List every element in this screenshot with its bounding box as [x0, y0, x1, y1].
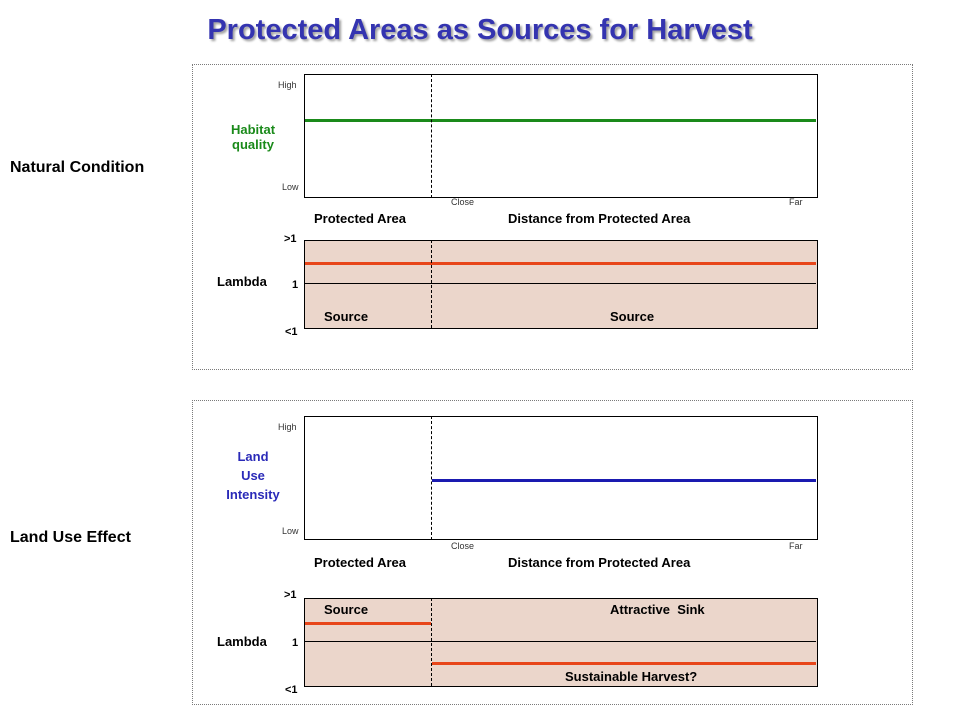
page-title: Protected Areas as Sources for Harvest: [207, 14, 753, 46]
natural-lambda-line: [305, 262, 816, 265]
natural-lambda-axis-label: Lambda: [217, 274, 267, 289]
habitat-quality-axis-label: [210, 122, 296, 152]
landuse-lambda-source-line: [305, 622, 431, 625]
natural-lambda-tick-high: >1: [284, 233, 297, 245]
landuse-attractive-sink-label: Attractive Sink: [610, 602, 705, 617]
landuse-y-low-label: Low: [282, 526, 299, 536]
land-use-intensity-line3: Intensity: [226, 487, 280, 502]
natural-lambda-tick-low: <1: [285, 326, 298, 338]
landuse-lambda-plot: [304, 598, 818, 687]
landuse-sustainable-harvest-label: Sustainable Harvest?: [565, 669, 698, 684]
landuse-lambda-tick-mid: 1: [292, 637, 299, 649]
natural-top-divider: [431, 74, 432, 198]
land-use-intensity-line1: Land: [237, 449, 269, 464]
natural-lambda-tick-mid: 1: [292, 279, 299, 291]
habitat-quality-line1: Habitat: [230, 122, 276, 137]
habitat-quality-line2: quality: [232, 137, 274, 152]
natural-condition-label: Natural Condition: [10, 159, 145, 176]
landuse-lambda-tick-low: <1: [285, 684, 298, 696]
natural-x-close-label: Close: [451, 197, 475, 207]
natural-source-left: Source: [324, 309, 369, 324]
habitat-quality-line: [305, 119, 816, 122]
natural-source-right: Source: [610, 309, 655, 324]
landuse-y-high-label: High: [278, 422, 297, 432]
land-use-effect-label: Land Use Effect: [10, 529, 131, 546]
natural-lambda-divider: [431, 240, 432, 328]
natural-distance-label: Distance from Protected Area: [508, 211, 691, 226]
natural-y-high-label: High: [278, 80, 297, 90]
landuse-lambda-sink-line: [432, 662, 816, 665]
natural-lambda-one-line: [305, 283, 816, 284]
landuse-lambda-divider: [431, 598, 432, 686]
natural-x-far-label: Far: [789, 197, 803, 207]
landuse-x-far-label: Far: [789, 541, 803, 551]
land-use-intensity-plot: [304, 416, 818, 540]
landuse-top-divider: [431, 416, 432, 540]
habitat-quality-plot: [304, 74, 818, 198]
land-use-intensity-axis-label: [210, 447, 296, 504]
landuse-x-close-label: Close: [451, 541, 475, 551]
landuse-distance-label: Distance from Protected Area: [508, 555, 691, 570]
natural-lambda-plot: [304, 240, 818, 329]
natural-y-low-label: Low: [282, 182, 299, 192]
landuse-lambda-tick-high: >1: [284, 589, 297, 601]
land-use-intensity-line2: Use: [241, 468, 265, 483]
landuse-lambda-axis-label: Lambda: [217, 634, 267, 649]
landuse-protected-area-label: Protected Area: [314, 555, 406, 570]
natural-protected-area-label: Protected Area: [314, 211, 406, 226]
land-use-intensity-line: [432, 479, 816, 482]
landuse-source-label: Source: [324, 602, 369, 617]
landuse-lambda-one-line: [305, 641, 816, 642]
